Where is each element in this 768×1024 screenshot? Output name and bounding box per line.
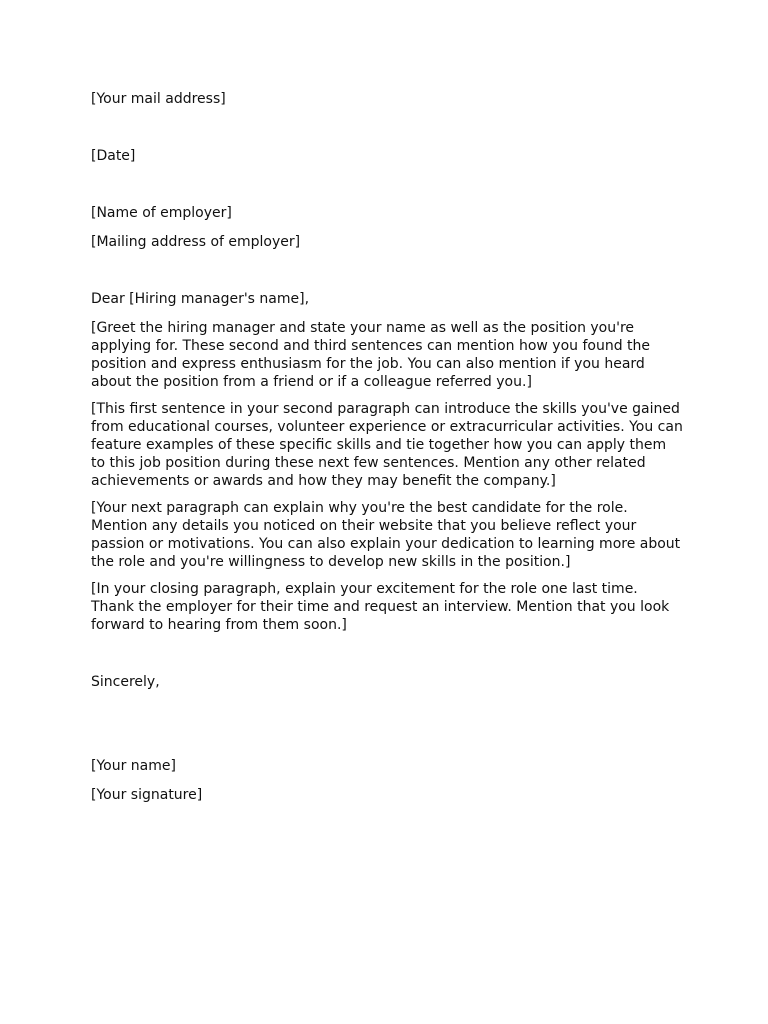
body-paragraph-1: [Greet the hiring manager and state your name as well as the position you're applying for. These second and third sentences can mention how you found the position and express enthusiasm for the job. You can also mention if you heard about the position from a friend or if a colleague referred you.] (91, 320, 651, 390)
body-paragraph-2: [This first sentence in your second paragraph can introduce the skills you've gained from educational courses, volunteer experience or extracurricular activities. You can feature examples of these specific skills and tie together how you can apply them to this job position during these next few sentences. Mention any other related achievements or awards and how they may benefit the company.] (91, 401, 683, 489)
salutation: Dear [Hiring manager's name], (91, 291, 310, 307)
body-paragraph-3: [Your next paragraph can explain why you're the best candidate for the role. Mention any details you noticed on their website that you believe reflect your passion or motivations. You can also explain your dedication to learning more about the role and you're willingness to develop new skills in the position.] (91, 500, 681, 570)
closing: Sincerely, (91, 674, 160, 690)
employer-name: [Name of employer] (91, 205, 232, 221)
signature-placeholder: [Your signature] (91, 787, 203, 803)
body-paragraph-4: [In your closing paragraph, explain your excitement for the role one last time. Thank the employer for their time and request an interview. Mention that you look forward to hearing from them soon.] (91, 581, 670, 633)
cover-letter (91, 90, 691, 804)
signer-name: [Your name] (91, 758, 176, 774)
employer-address: [Mailing address of employer] (91, 234, 301, 250)
letter-date: [Date] (91, 148, 136, 164)
sender-address: [Your mail address] (91, 91, 226, 107)
